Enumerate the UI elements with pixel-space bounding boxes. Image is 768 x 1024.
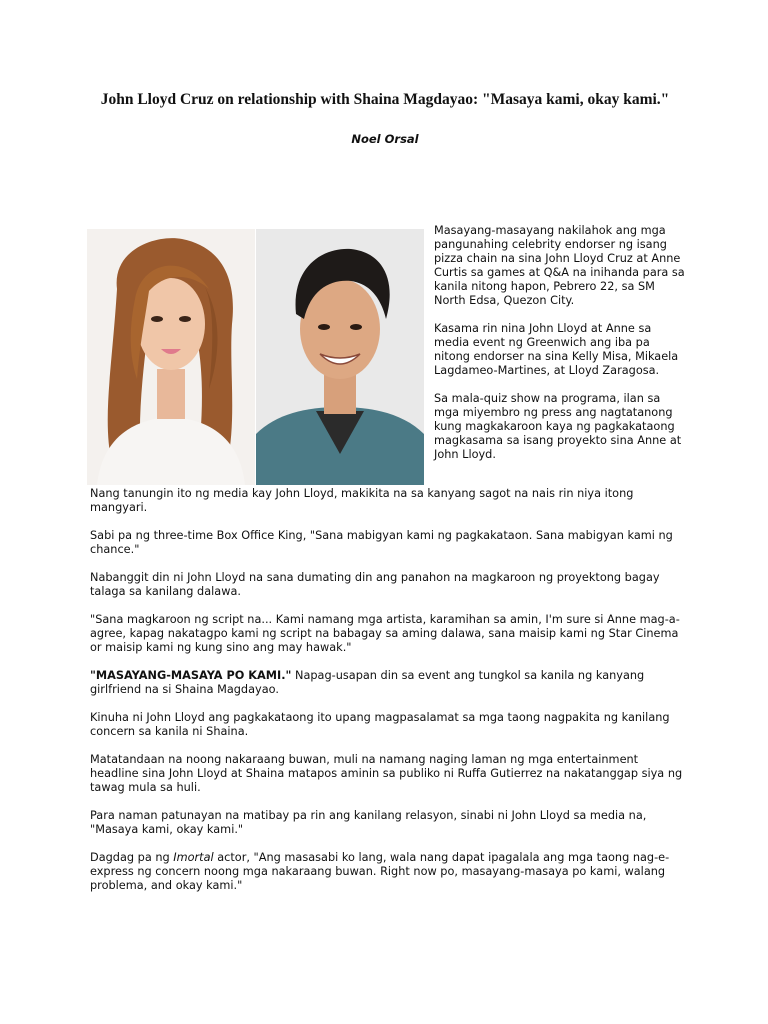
body-paragraph: Para naman patunayan na matibay pa rin ang kanilang relasyon, sinabi ni John Lloyd sa media na, "Masaya kami, okay kami." (90, 809, 647, 836)
closing-prefix: Dagdag pa ng (90, 851, 174, 864)
intro-paragraph: Kasama rin nina John Lloyd at Anne sa media event ng Greenwich ang iba pa nitong endorser na sina Kelly Misa, Mikaela Lagdameo-Martines, at Lloyd Zaragosa. (434, 322, 679, 377)
body-paragraph: "Sana magkaroon ng script na... Kami namang mga artista, karamihan sa amin, I'm sure si Anne mag-a-agree, kapag nakatagpo kami ng script na babagay sa aming dalawa, sana maisip kami ng Star Cinema or maisip kami ng kung sino ang may hawak." (90, 613, 680, 654)
kicker-paragraph (90, 669, 690, 697)
kicker-text: Napag-usapan din sa event ang tungkol sa kanila ng kanyang girlfriend na si Shaina Magdayao. (90, 669, 645, 696)
body-paragraph: Nang tanungin ito ng media kay John Lloyd, makikita na sa kanyang sagot na nais rin niya itong mangyari. (90, 487, 634, 514)
intro-paragraph: Masayang-masayang nakilahok ang mga pangunahing celebrity endorser ng isang pizza chain na sina John Lloyd Cruz at Anne Curtis sa games at Q&A na inihanda para sa kanila nitong hapon, Pebrero 22, sa SM North Edsa, Quezon City. (434, 224, 685, 307)
man-portrait-photo (256, 229, 424, 485)
closing-paragraph (90, 851, 690, 893)
film-title: Imortal (173, 851, 214, 864)
article-body (90, 487, 690, 907)
intro-paragraph: Sa mala-quiz show na programa, ilan sa mga miyembro ng press ang nagtatanong kung magkakaroon kaya ng pagkakataong magkasama sa isang proyekto sina Anne at John Lloyd. (434, 392, 682, 461)
body-paragraph: Sabi pa ng three-time Box Office King, "Sana mabigyan kami ng pagkakataon. Sana mabigyan kami ng chance." (90, 529, 673, 556)
body-paragraph: Matatandaan na noong nakaraang buwan, muli na namang naging laman ng mga entertainment headline sina John Lloyd at Shaina matapos aminin sa publiko ni Ruffa Gutierrez na nakatanggap siya ng tawag mula sa huli. (90, 753, 683, 794)
intro-column (434, 224, 686, 476)
article-author: Noel Orsal (351, 132, 419, 146)
article-title: John Lloyd Cruz on relationship with Shaina Magdayao: "Masaya kami, okay kami." (100, 91, 670, 108)
closing-quote: actor, "Ang masasabi ko lang, wala nang dapat ipagalala ang mga taong nag-e-express ng concern noong mga nakaraang buwan. Right now po, masayang-masaya po kami, walang problema, and okay kami." (90, 851, 670, 892)
body-paragraph: Kinuha ni John Lloyd ang pagkakataong ito upang magpasalamat sa mga taong nagpakita ng kanilang concern sa kanila ni Shaina. (90, 711, 670, 738)
body-paragraph: Nabanggit din ni John Lloyd na sana dumating din ang panahon na magkaroon ng proyektong bagay talaga sa kanilang dalawa. (90, 571, 660, 598)
woman-portrait-photo (87, 229, 255, 485)
section-kicker: "MASAYANG-MASAYA PO KAMI." (90, 669, 292, 682)
